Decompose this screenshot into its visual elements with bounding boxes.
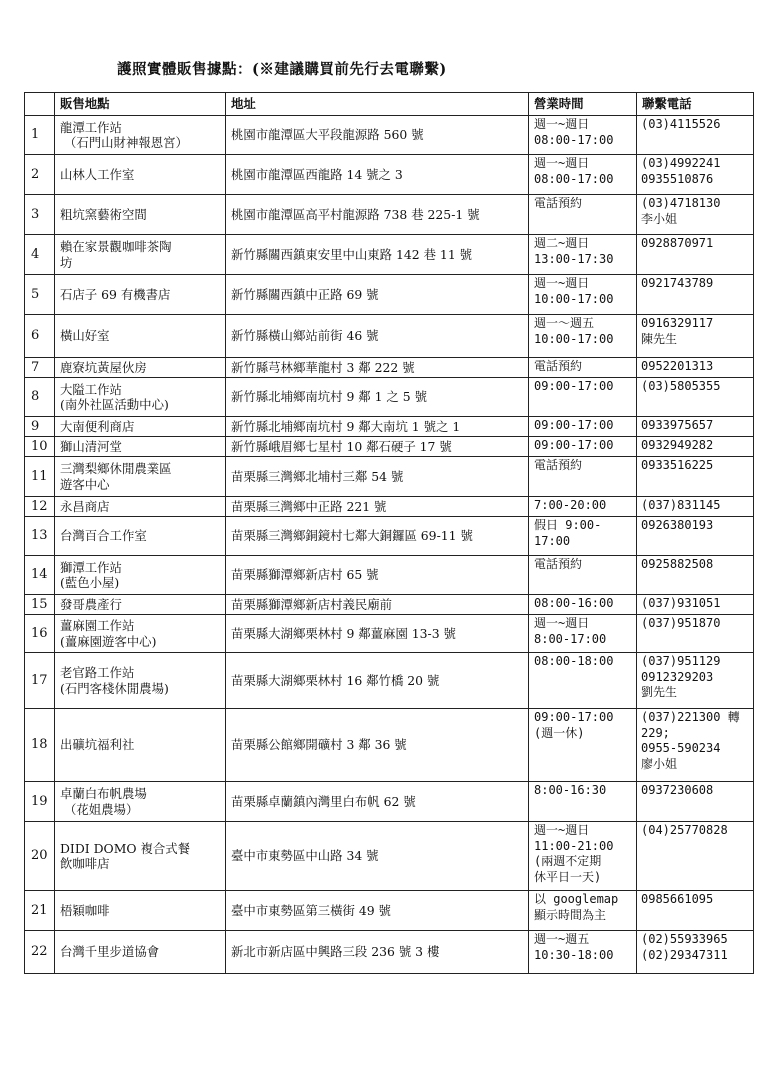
contact-phone [637, 556, 754, 595]
location-name [55, 116, 226, 155]
location-address: 苗栗縣三灣鄉北埔村三鄰 54 號 [226, 457, 529, 497]
location-address: 苗栗縣三灣鄉銅鏡村七鄰大銅鑼區 69-11 號 [226, 517, 529, 556]
table-row [25, 615, 754, 653]
contact-phone [637, 653, 754, 709]
hours-line: 08:00-16:00 [534, 596, 614, 610]
contact-phone [637, 822, 754, 891]
table-row [25, 556, 754, 595]
business-hours [529, 517, 637, 556]
phone-line: (037)951129 [641, 654, 721, 668]
location-address: 桃園市龍潭區西龍路 14 號之 3 [226, 155, 529, 195]
contact-phone [637, 155, 754, 195]
name-line: （花姐農場） [64, 801, 139, 817]
phone-line: 劉先生 [641, 685, 678, 699]
location-name [55, 931, 226, 974]
phone-line: 229; [641, 725, 670, 740]
table-row [25, 315, 754, 358]
name-line: 賴在家景觀咖啡茶陶 [60, 239, 172, 254]
location-address: 新北市新店區中興路三段 236 號 3 樓 [226, 931, 529, 974]
location-address: 新竹縣峨眉鄉七星村 10 鄰石硬子 17 號 [226, 437, 529, 457]
business-hours [529, 497, 637, 517]
phone-line: 0933975657 [641, 418, 714, 432]
business-hours [529, 195, 637, 235]
row-number: 12 [25, 497, 55, 517]
location-name [55, 315, 226, 358]
contact-phone [637, 315, 754, 358]
name-line: (薑麻園遊客中心) [60, 633, 157, 649]
hours-line: 08:00-17:00 [534, 132, 614, 147]
hours-line: 電話預約 [534, 557, 583, 571]
name-line: 大南便利商店 [60, 418, 135, 434]
hours-line: 8:00-16:30 [534, 783, 607, 797]
business-hours [529, 595, 637, 615]
contact-phone [637, 709, 754, 782]
hours-line: 17:00 [534, 533, 571, 548]
phone-line: 0935510876 [641, 171, 714, 186]
hours-line: 11:00-21:00 [534, 838, 614, 853]
hours-line: 以 googlemap [534, 892, 619, 906]
table-row [25, 457, 754, 497]
row-number: 16 [25, 615, 55, 653]
hours-line: 休平日一天) [534, 869, 602, 884]
location-name [55, 497, 226, 517]
contact-phone [637, 457, 754, 497]
sales-locations-table [24, 92, 754, 974]
business-hours [529, 116, 637, 155]
name-line: 山林人工作室 [60, 166, 135, 182]
phone-line: 李小姐 [641, 211, 678, 226]
header-number [25, 93, 55, 116]
phone-line: (03)5805355 [641, 379, 721, 393]
hours-line: 電話預約 [534, 196, 583, 210]
hours-line: 週一~週日 [534, 823, 590, 837]
name-line: 飲咖啡店 [60, 856, 110, 871]
table-row [25, 275, 754, 315]
hours-line: (兩週不定期 [534, 854, 602, 868]
hours-line: 10:00-17:00 [534, 331, 614, 346]
business-hours [529, 235, 637, 275]
row-number: 2 [25, 155, 55, 195]
header-location: 販售地點 [55, 93, 226, 116]
contact-phone [637, 235, 754, 275]
name-line: 台灣千里步道協會 [60, 944, 160, 960]
phone-line: (04)25770828 [641, 823, 728, 837]
location-address: 新竹縣橫山鄉站前街 46 號 [226, 315, 529, 358]
hours-line: 09:00-17:00 [534, 418, 614, 432]
business-hours [529, 275, 637, 315]
row-number: 22 [25, 931, 55, 974]
hours-line: 09:00-17:00 [534, 710, 614, 724]
business-hours [529, 931, 637, 974]
name-line: 坊 [60, 254, 73, 270]
phone-line: (037)951870 [641, 616, 721, 630]
table-row [25, 417, 754, 437]
name-line: 粗坑窯藝術空間 [60, 206, 147, 222]
business-hours [529, 437, 637, 457]
contact-phone [637, 417, 754, 437]
phone-line: 0932949282 [641, 438, 714, 452]
hours-line: 週一~週五 [534, 932, 590, 946]
hours-line: 09:00-17:00 [534, 438, 614, 452]
location-name [55, 891, 226, 931]
hours-line: 7:00-20:00 [534, 498, 607, 512]
page-title: 護照實體販售據點：(※建議購買前先行去電聯繫) [117, 61, 447, 78]
business-hours [529, 358, 637, 378]
row-number: 8 [25, 378, 55, 417]
location-address: 苗栗縣卓蘭鎮內灣里白布帆 62 號 [226, 782, 529, 822]
row-number: 7 [25, 358, 55, 378]
table-row [25, 437, 754, 457]
row-number: 9 [25, 417, 55, 437]
name-line: 遊客中心 [60, 476, 110, 492]
hours-line: 08:00-17:00 [534, 171, 614, 186]
row-number: 19 [25, 782, 55, 822]
hours-line: 08:00-18:00 [534, 654, 614, 668]
location-address: 苗栗縣獅潭鄉新店村義民廟前 [226, 595, 529, 615]
name-line: 永昌商店 [60, 498, 110, 514]
row-number: 6 [25, 315, 55, 358]
table-row [25, 891, 754, 931]
location-name [55, 378, 226, 417]
phone-line: 陳先生 [641, 331, 678, 346]
hours-line: 週一～週五 [534, 316, 595, 330]
row-number: 1 [25, 116, 55, 155]
contact-phone [637, 437, 754, 457]
contact-phone [637, 378, 754, 417]
location-name [55, 595, 226, 615]
name-line: 卓蘭白布帆農場 [60, 786, 147, 801]
business-hours [529, 615, 637, 653]
name-line: 大隘工作站 [60, 381, 122, 397]
business-hours [529, 457, 637, 497]
location-name [55, 615, 226, 653]
phone-line: 0926380193 [641, 518, 714, 532]
contact-phone [637, 116, 754, 155]
name-line: 薑麻園工作站 [60, 618, 135, 633]
phone-line: (037)221300 轉 [641, 710, 740, 724]
name-line: 獅山清河堂 [60, 438, 122, 454]
contact-phone [637, 931, 754, 974]
phone-line: (02)29347311 [641, 947, 728, 962]
name-line: 鹿寮坑黃屋伙房 [60, 359, 147, 375]
hours-line: 週一~週日 [534, 616, 590, 630]
hours-line: 電話預約 [534, 458, 583, 472]
name-line: DIDI DOMO 複合式餐 [60, 840, 191, 856]
table-row [25, 653, 754, 709]
table-row [25, 517, 754, 556]
business-hours [529, 653, 637, 709]
name-line: 出礦坑福利社 [60, 737, 135, 753]
row-number: 14 [25, 556, 55, 595]
table-row [25, 931, 754, 974]
hours-line: 週一~週日 [534, 276, 590, 290]
table-row [25, 782, 754, 822]
table-row [25, 155, 754, 195]
business-hours [529, 315, 637, 358]
location-name [55, 822, 226, 891]
row-number: 11 [25, 457, 55, 497]
contact-phone [637, 595, 754, 615]
name-line: 石店子 69 有機書店 [60, 286, 171, 302]
business-hours [529, 709, 637, 782]
phone-line: (02)55933965 [641, 932, 728, 946]
hours-line: 電話預約 [534, 359, 583, 373]
location-name [55, 155, 226, 195]
name-line: 台灣百合工作室 [60, 528, 147, 544]
row-number: 20 [25, 822, 55, 891]
location-name [55, 782, 226, 822]
row-number: 13 [25, 517, 55, 556]
hours-line: 週一~週日 [534, 117, 590, 131]
contact-phone [637, 358, 754, 378]
phone-line: 0928870971 [641, 236, 714, 250]
location-name [55, 517, 226, 556]
location-address: 苗栗縣三灣鄉中正路 221 號 [226, 497, 529, 517]
hours-line: 10:30-18:00 [534, 947, 614, 962]
location-name [55, 275, 226, 315]
hours-line: (週一休) [534, 725, 585, 740]
location-address: 新竹縣關西鎮東安里中山東路 142 巷 11 號 [226, 235, 529, 275]
phone-line: 0916329117 [641, 316, 714, 330]
contact-phone [637, 615, 754, 653]
business-hours [529, 891, 637, 931]
location-name [55, 437, 226, 457]
row-number: 21 [25, 891, 55, 931]
contact-phone [637, 497, 754, 517]
table-row [25, 822, 754, 891]
location-address: 苗栗縣公館鄉開礦村 3 鄰 36 號 [226, 709, 529, 782]
contact-phone [637, 275, 754, 315]
location-address: 新竹縣北埔鄉南坑村 9 鄰 1 之 5 號 [226, 378, 529, 417]
hours-line: 13:00-17:30 [534, 251, 614, 266]
name-line: 橫山好室 [60, 328, 110, 344]
name-line: 龍潭工作站 [60, 119, 122, 135]
location-name [55, 709, 226, 782]
hours-line: 8:00-17:00 [534, 631, 607, 646]
location-address: 臺中市東勢區中山路 34 號 [226, 822, 529, 891]
hours-line: 09:00-17:00 [534, 379, 614, 393]
location-address: 新竹縣北埔鄉南坑村 9 鄰大南坑 1 號之 1 [226, 417, 529, 437]
table-row [25, 378, 754, 417]
location-address: 苗栗縣獅潭鄉新店村 65 號 [226, 556, 529, 595]
header-hours: 營業時間 [529, 93, 637, 116]
table-row [25, 195, 754, 235]
phone-line: 0952201313 [641, 359, 714, 373]
phone-line: 0925882508 [641, 557, 714, 571]
location-address: 苗栗縣大湖鄉栗林村 16 鄰竹橋 20 號 [226, 653, 529, 709]
phone-line: 廖小姐 [641, 756, 678, 771]
contact-phone [637, 517, 754, 556]
name-line: (藍色小屋) [60, 575, 120, 590]
phone-line: 0921743789 [641, 276, 714, 290]
location-name [55, 653, 226, 709]
location-name [55, 358, 226, 378]
location-name [55, 457, 226, 497]
phone-line: (03)4115526 [641, 117, 721, 131]
row-number: 3 [25, 195, 55, 235]
phone-line: 0933516225 [641, 458, 714, 472]
phone-line: (03)4992241 [641, 156, 721, 170]
row-number: 17 [25, 653, 55, 709]
table-row [25, 595, 754, 615]
phone-line: (03)4718130 [641, 196, 721, 210]
contact-phone [637, 891, 754, 931]
hours-line: 假日 9:00- [534, 518, 602, 532]
location-name [55, 556, 226, 595]
name-line: 三灣梨鄉休閒農業區 [60, 461, 172, 476]
name-line: 老官路工作站 [60, 665, 135, 680]
business-hours [529, 378, 637, 417]
location-name [55, 417, 226, 437]
hours-line: 顯示時間為主 [534, 907, 607, 922]
name-line: (南外社區活動中心) [60, 397, 169, 412]
table-row [25, 235, 754, 275]
business-hours [529, 155, 637, 195]
name-line: 梧穎咖啡 [60, 902, 110, 918]
table-row [25, 497, 754, 517]
location-address: 桃園市龍潭區大平段龍源路 560 號 [226, 116, 529, 155]
name-line: (石門客棧休閒農場) [60, 680, 169, 696]
table-row [25, 116, 754, 155]
hours-line: 週一~週日 [534, 156, 590, 170]
business-hours [529, 556, 637, 595]
row-number: 5 [25, 275, 55, 315]
location-name [55, 195, 226, 235]
name-line: 發哥農產行 [60, 596, 122, 612]
table-row [25, 358, 754, 378]
business-hours [529, 417, 637, 437]
contact-phone [637, 782, 754, 822]
row-number: 4 [25, 235, 55, 275]
row-number: 10 [25, 437, 55, 457]
phone-line: (037)831145 [641, 498, 721, 512]
row-number: 18 [25, 709, 55, 782]
phone-line: 0912329203 [641, 669, 714, 684]
business-hours [529, 822, 637, 891]
location-address: 桃園市龍潭區高平村龍源路 738 巷 225-1 號 [226, 195, 529, 235]
location-address: 新竹縣芎林鄉華龍村 3 鄰 222 號 [226, 358, 529, 378]
location-address: 臺中市東勢區第三橫街 49 號 [226, 891, 529, 931]
location-name [55, 235, 226, 275]
location-address: 苗栗縣大湖鄉栗林村 9 鄰薑麻園 13-3 號 [226, 615, 529, 653]
hours-line: 週二~週日 [534, 236, 590, 250]
contact-phone [637, 195, 754, 235]
hours-line: 10:00-17:00 [534, 291, 614, 306]
name-line: （石門山財神報恩宮） [64, 135, 188, 150]
phone-line: 0955-590234 [641, 741, 721, 755]
business-hours [529, 782, 637, 822]
table-row [25, 709, 754, 782]
phone-line: 0985661095 [641, 892, 714, 906]
location-address: 新竹縣關西鎮中正路 69 號 [226, 275, 529, 315]
table-header-row [25, 93, 754, 116]
row-number: 15 [25, 595, 55, 615]
name-line: 獅潭工作站 [60, 559, 122, 575]
header-address: 地址 [226, 93, 529, 116]
phone-line: 0937230608 [641, 783, 714, 797]
phone-line: (037)931051 [641, 596, 721, 610]
header-phone: 聯繫電話 [637, 93, 754, 116]
